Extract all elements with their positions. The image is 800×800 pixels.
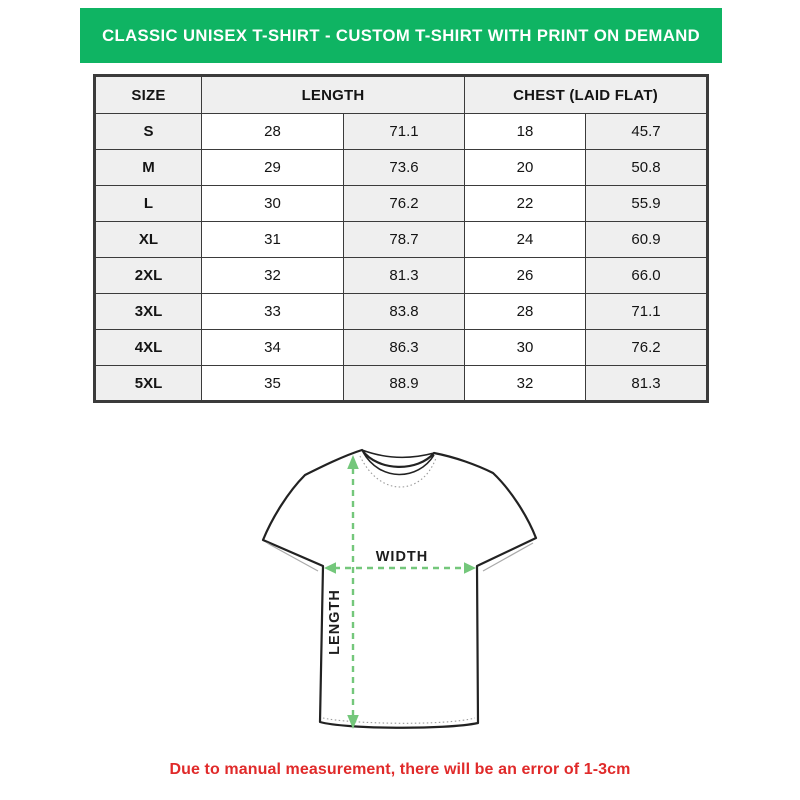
collar-back-line [362,450,434,457]
page-title: CLASSIC UNISEX T-SHIRT - CUSTOM T-SHIRT WITH PRINT ON DEMAND [102,25,700,45]
length-column-header: LENGTH [202,76,465,114]
chest-column-header: CHEST (LAID FLAT) [465,76,708,114]
chest-cm-cell: 45.7 [586,114,708,150]
width-label: WIDTH [375,549,429,565]
table-row [95,258,708,294]
size-cell: 3XL [95,294,202,330]
table-row [95,366,708,402]
length-cm-cell: 73.6 [344,150,465,186]
table-row [95,222,708,258]
table-row [95,330,708,366]
length-cm-cell: 81.3 [344,258,465,294]
table-row [95,186,708,222]
header-row [95,76,708,114]
length-inches-cell: 32 [202,258,344,294]
length-cm-cell: 83.8 [344,294,465,330]
size-column-header: SIZE [95,76,202,114]
table-row [95,294,708,330]
tshirt-measurement-diagram [230,430,570,760]
size-cell: XL [95,222,202,258]
chest-inches-cell: 30 [465,330,586,366]
chest-inches-cell: 20 [465,150,586,186]
size-cell: 2XL [95,258,202,294]
chest-cm-cell: 71.1 [586,294,708,330]
chest-cm-cell: 55.9 [586,186,708,222]
size-cell: S [95,114,202,150]
measurement-note: Due to manual measurement, there will be an error of 1-3cm [169,761,631,778]
length-inches-cell: 33 [202,294,344,330]
length-inches-cell: 34 [202,330,344,366]
chest-inches-cell: 24 [465,222,586,258]
size-cell: M [95,150,202,186]
chest-cm-cell: 81.3 [586,366,708,402]
title-banner [80,8,722,63]
tshirt-outline [263,450,536,728]
length-cm-cell: 76.2 [344,186,465,222]
table-row [95,114,708,150]
chest-inches-cell: 26 [465,258,586,294]
length-cm-cell: 86.3 [344,330,465,366]
size-cell: 4XL [95,330,202,366]
length-cm-cell: 88.9 [344,366,465,402]
length-inches-cell: 31 [202,222,344,258]
chest-inches-cell: 22 [465,186,586,222]
length-inches-cell: 30 [202,186,344,222]
table-row [95,150,708,186]
length-inches-cell: 28 [202,114,344,150]
length-label: LENGTH [327,589,343,655]
size-cell: L [95,186,202,222]
size-chart-table [93,74,709,403]
chest-cm-cell: 76.2 [586,330,708,366]
chest-inches-cell: 28 [465,294,586,330]
size-cell: 5XL [95,366,202,402]
length-cm-cell: 71.1 [344,114,465,150]
chest-inches-cell: 32 [465,366,586,402]
chest-cm-cell: 60.9 [586,222,708,258]
length-cm-cell: 78.7 [344,222,465,258]
tshirt-diagram-svg [230,430,570,760]
chest-cm-cell: 50.8 [586,150,708,186]
length-inches-cell: 29 [202,150,344,186]
length-inches-cell: 35 [202,366,344,402]
chest-inches-cell: 18 [465,114,586,150]
chest-cm-cell: 66.0 [586,258,708,294]
